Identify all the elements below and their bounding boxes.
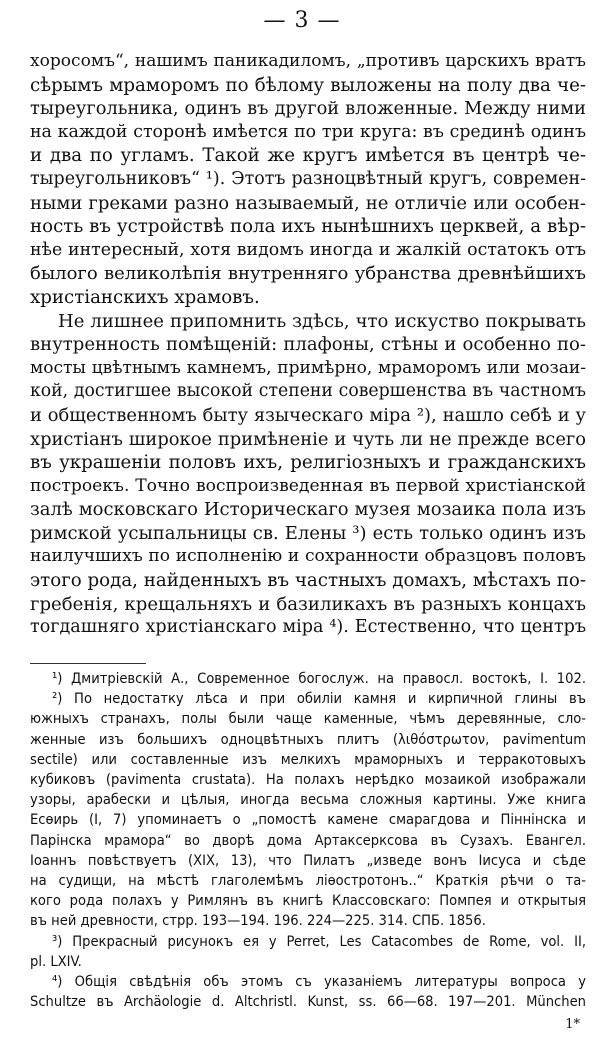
footnote-line: ⁴) Общія свѣдѣнія объ этомъ съ указаніемъ литературы вопроса у xyxy=(52,973,586,991)
text-line: христіанскихъ храмовъ. xyxy=(30,286,260,308)
footnote-line: pl. LXIV. xyxy=(30,952,82,970)
text-line: и два по угламъ. Такой же кругъ имѣется въ центрѣ че- xyxy=(30,145,586,167)
text-line: хоросомъ“, нашимъ паникадиломъ, „противъ царскихъ вратъ xyxy=(30,51,586,71)
text-line: ность въ устройствѣ пола ихъ нынѣшнихъ церквей, а вѣр- xyxy=(30,216,586,238)
footnote-line: sectile) или составленные изъ мелкихъ мраморныхъ и терракотовыхъ xyxy=(30,750,586,768)
text-line: тыреугольника, одинъ въ другой вложенные. Между ними xyxy=(30,98,586,120)
footnote-line: Schultze въ Archäologie d. Altchristl. Kunst, ss. 66—68. 197—201. München xyxy=(30,993,586,1011)
footnote-line: женные изъ большихъ одноцвѣтныхъ плитъ (λιθόστρωτον, pavimentum xyxy=(30,730,586,748)
footnote-divider xyxy=(30,663,146,664)
text-line: сѣрымъ мраморомъ по бѣлому выложены на полу два че- xyxy=(30,74,586,96)
text-line: залѣ московскаго Историческаго музея мозаика пола изъ xyxy=(30,499,586,521)
footnote-line: ²) По недостатку лѣса и при обиліи камня и кирпичной глины въ xyxy=(52,690,586,708)
text-line: въ украшеніи половъ ихъ, религіозныхъ и гражданскихъ xyxy=(30,452,586,474)
text-line: былого великолѣпія внутренняго убранства древнѣйшихъ xyxy=(30,263,586,285)
footnote-line: южныхъ странахъ, полы были чаще каменные, чѣмъ деревянные, сло- xyxy=(30,710,586,728)
text-line: Не лишнее припомнить здѣсь, что искуство покрывать xyxy=(58,310,586,332)
footnote-line: Есѳирь (I, 7) упоминаетъ о „помостѣ каменe смарагдова и Пiннiнска и xyxy=(30,811,586,829)
footnote-line: узоры, арабески и цѣлыя, иногда весьма сложныя картины. Уже книга xyxy=(30,791,586,809)
text-line: нѣе интересный, хотя видомъ иногда и жалкій остатокъ отъ xyxy=(30,239,586,260)
footnote-line: Іоаннъ повѣствуетъ (XIX, 13), что Пилатъ „изведе вонъ Іисуса и сѣде xyxy=(30,851,586,869)
text-line: римской усыпальницы св. Елены ³) есть только одинъ изъ xyxy=(30,522,586,544)
text-line: гребенія, крещальняхъ и базиликахъ въ разныхъ концахъ xyxy=(30,593,586,615)
text-line: построекъ. Точно воспроизведенная въ первой христіанской xyxy=(30,475,586,496)
text-line: христіанъ широкое примѣненіе и чуть ли не прежде всего xyxy=(30,428,586,450)
text-line: наилучшихъ по исполненію и сохранности образцовъ половъ xyxy=(30,546,586,567)
footnote-line: кого рода полахъ у Римлянъ въ книгѣ Классовскаго: Помпея и открытыя xyxy=(30,892,586,910)
footnotes xyxy=(30,669,586,1012)
signature-mark: 1* xyxy=(565,1017,580,1032)
text-line: и общественномъ быту языческаго міра ²), нашло себѣ и у xyxy=(30,404,586,426)
page-number: — 3 — xyxy=(263,8,341,33)
text-line: внутренность помѣщеній: плафоны, стѣны и особенно по- xyxy=(30,334,586,356)
main-text xyxy=(30,50,586,640)
text-line: мосты цвѣтнымъ камнемъ, примѣрно, мраморомъ или мозаи- xyxy=(30,357,586,378)
footnote-line: на судищи, на мѣстѣ глаголемѣмъ лiѳостротонъ..“ Краткія рѣчи о та- xyxy=(30,872,586,890)
footnote-line: ³) Прекрасный рисунокъ ея у Perret, Les Catacombes de Rome, vol. II, xyxy=(52,932,586,950)
text-line: этого рода, найденныхъ въ частныхъ домахъ, мѣстахъ по- xyxy=(30,570,586,592)
text-line: тогдашняго христіанскаго міра ⁴). Естественно, что центръ xyxy=(30,617,586,638)
text-line: на каждой сторонѣ имѣется по три круга: въ срединѣ одинъ xyxy=(30,121,586,142)
text-line: тыреугольниковъ“ ¹). Этотъ разноцвѣтный кругъ, современ- xyxy=(30,168,586,189)
footnote-line: въ ней древности, стрр. 193—194. 196. 224—225. 314. СПБ. 1856. xyxy=(30,912,486,930)
footnote-line: кубиковъ (pavimenta crustata). На полахъ нерѣдко мозаикой изображали xyxy=(30,771,586,789)
text-line: ными греками разно называемый, не отличіе или особен- xyxy=(30,192,586,214)
footnote-line: Парінска мрамора“ во дворѣ дома Артаксерксова въ Сузахъ. Евангел. xyxy=(30,831,586,849)
footnote-line: ¹) Дмитріевскій А., Современное богослуж. на правосл. востокѣ, I. 102. xyxy=(52,670,586,687)
text-line: кой, достигшее высокой степени совершенства въ частномъ xyxy=(30,381,586,402)
